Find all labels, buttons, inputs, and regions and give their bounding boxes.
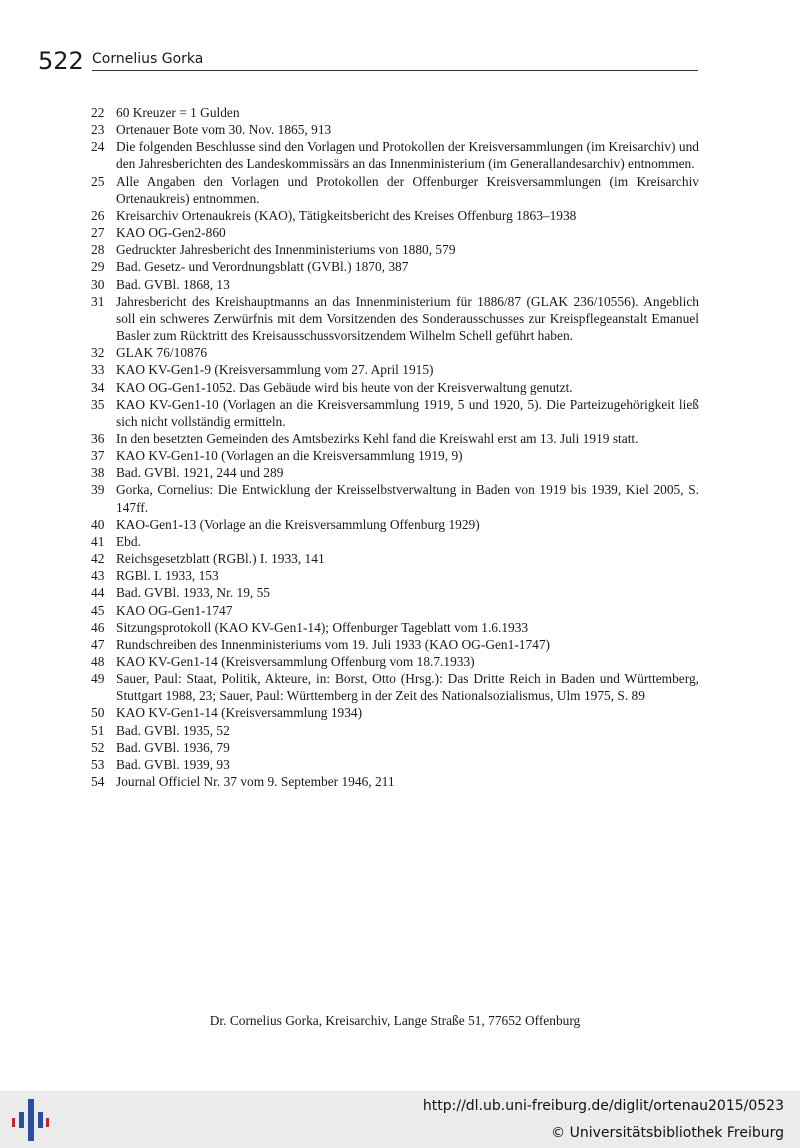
copyright-notice: © Universitätsbibliothek Freiburg — [551, 1125, 784, 1141]
endnote-text: Reichsgesetzblatt (RGBl.) I. 1933, 141 — [116, 551, 325, 567]
endnote-text: RGBl. I. 1933, 153 — [116, 568, 219, 584]
endnote-number: 33 — [91, 362, 105, 378]
endnote-number: 37 — [91, 448, 105, 464]
endnote-number: 51 — [91, 722, 105, 738]
header-rule — [92, 70, 698, 71]
endnote-text: Bad. GVBl. 1868, 13 — [116, 276, 230, 292]
page-number: 522 — [38, 47, 84, 75]
endnote-item — [91, 104, 699, 121]
endnote-number: 26 — [91, 207, 105, 223]
endnote-number: 38 — [91, 465, 105, 481]
endnote-item — [91, 567, 699, 584]
endnote-text: Ebd. — [116, 533, 141, 549]
endnote-item — [91, 447, 699, 464]
endnote-item — [91, 756, 699, 773]
endnote-text: Kreisarchiv Ortenaukreis (KAO), Tätigkeitsbericht des Kreises Offenburg 1863–1938 — [116, 207, 577, 223]
endnote-text: KAO KV-Gen1-10 (Vorlagen an die Kreisversammlung 1919, 5 und 1920, 5). Die Parteizugehörigkeit ließ sich nicht vollständig ermitteln. — [116, 396, 699, 429]
endnote-item — [91, 722, 699, 739]
endnote-item — [91, 276, 699, 293]
endnote-number: 45 — [91, 602, 105, 618]
endnote-text: KAO-Gen1-13 (Vorlage an die Kreisversammlung Offenburg 1929) — [116, 516, 480, 532]
endnote-text: Bad. GVBl. 1935, 52 — [116, 722, 230, 738]
endnote-number: 50 — [91, 705, 105, 721]
endnote-number: 42 — [91, 551, 105, 567]
endnote-item — [91, 550, 699, 567]
endnote-item — [91, 636, 699, 653]
endnote-number: 47 — [91, 636, 105, 652]
endnote-number: 39 — [91, 482, 105, 498]
endnote-text: Bad. GVBl. 1936, 79 — [116, 739, 230, 755]
endnotes-list — [91, 104, 699, 790]
endnote-text: KAO OG-Gen1-1052. Das Gebäude wird bis heute von der Kreisverwaltung genutzt. — [116, 379, 573, 395]
endnote-number: 29 — [91, 259, 105, 275]
endnote-item — [91, 258, 699, 275]
endnote-number: 30 — [91, 276, 105, 292]
viewer-footer — [0, 1091, 800, 1148]
endnote-text: KAO OG-Gen2-860 — [116, 225, 226, 241]
endnote-number: 40 — [91, 516, 105, 532]
endnote-number: 52 — [91, 739, 105, 755]
endnote-item — [91, 293, 699, 344]
endnote-number: 31 — [91, 293, 105, 309]
endnote-number: 41 — [91, 533, 105, 549]
endnote-text: Bad. GVBl. 1939, 93 — [116, 756, 230, 772]
endnote-item — [91, 704, 699, 721]
endnote-item — [91, 430, 699, 447]
endnote-text: KAO KV-Gen1-9 (Kreisversammlung vom 27. April 1915) — [116, 362, 434, 378]
endnote-item — [91, 379, 699, 396]
endnote-number: 54 — [91, 774, 105, 790]
endnote-item — [91, 619, 699, 636]
endnote-item — [91, 739, 699, 756]
endnote-text: GLAK 76/10876 — [116, 345, 208, 361]
endnote-item — [91, 138, 699, 172]
endnote-text: In den besetzten Gemeinden des Amtsbezirks Kehl fand die Kreiswahl erst am 13. Juli 1919 statt. — [116, 430, 639, 446]
endnote-item — [91, 653, 699, 670]
endnote-item — [91, 241, 699, 258]
endnote-text: Sitzungsprotokoll (KAO KV-Gen1-14); Offenburger Tageblatt vom 1.6.1933 — [116, 619, 529, 635]
endnote-item — [91, 361, 699, 378]
endnote-item — [91, 670, 699, 704]
endnote-item — [91, 173, 699, 207]
endnote-item — [91, 773, 699, 790]
endnote-text: Ortenauer Bote vom 30. Nov. 1865, 913 — [116, 122, 332, 138]
endnote-text: Bad. GVBl. 1921, 244 und 289 — [116, 465, 284, 481]
running-head: Cornelius Gorka — [92, 51, 204, 67]
endnote-number: 25 — [91, 173, 105, 189]
endnote-text: 60 Kreuzer = 1 Gulden — [116, 105, 240, 120]
endnote-text: KAO KV-Gen1-14 (Kreisversammlung Offenburg vom 18.7.1933) — [116, 654, 475, 669]
endnote-number: 28 — [91, 242, 105, 258]
endnote-number: 27 — [91, 225, 105, 241]
endnote-number: 49 — [91, 671, 105, 687]
endnote-text: KAO KV-Gen1-10 (Vorlagen an die Kreisversammlung 1919, 9) — [116, 448, 463, 464]
endnote-number: 43 — [91, 568, 105, 584]
endnote-number: 44 — [91, 585, 105, 601]
endnote-item — [91, 224, 699, 241]
endnote-item — [91, 516, 699, 533]
endnote-item — [91, 344, 699, 361]
endnote-text: KAO KV-Gen1-14 (Kreisversammlung 1934) — [116, 705, 363, 721]
endnote-text: Journal Officiel Nr. 37 vom 9. September 1946, 211 — [116, 774, 395, 790]
endnote-item — [91, 481, 699, 515]
endnote-item — [91, 602, 699, 619]
endnote-number: 46 — [91, 619, 105, 635]
endnote-text: KAO OG-Gen1-1747 — [116, 602, 233, 618]
endnote-text: Bad. Gesetz- und Verordnungsblatt (GVBl.) 1870, 387 — [116, 259, 409, 275]
endnote-text: Rundschreiben des Innenministeriums vom 19. Juli 1933 (KAO OG-Gen1-1747) — [116, 636, 551, 652]
endnote-number: 35 — [91, 396, 105, 412]
endnote-number: 36 — [91, 430, 105, 446]
endnote-number: 34 — [91, 379, 105, 395]
endnote-number: 53 — [91, 756, 105, 772]
endnote-item — [91, 121, 699, 138]
endnote-text: Jahresbericht des Kreishauptmanns an das Innenministerium für 1886/87 (GLAK 236/10556). Angeblich soll ein schweres Zerwürfnis mit dem Vorsitzenden des Sonderausschusses zur Kreispflegeanstalt Emanuel Basler zum Rücktritt des Kreisausschussvorsitzendem Wilhelm Schell geführt haben. — [116, 293, 699, 344]
endnote-text: Alle Angaben den Vorlagen und Protokollen der Offenburger Kreisversammlungen (im Kreisarchiv Ortenaukreis) entnommen. — [116, 173, 699, 206]
endnote-text: Die folgenden Beschlusse sind den Vorlagen und Protokollen der Kreisversammlungen (im Kreisarchiv) und den Jahresberichten des Landeskommissärs an das Innenministerium (im Generallandesarchiv) entnommen. — [116, 139, 699, 172]
endnote-text: Gorka, Cornelius: Die Entwicklung der Kreisselbstverwaltung in Baden von 1919 bis 1939, Kiel 2005, S. 147ff. — [116, 482, 699, 515]
endnote-number: 32 — [91, 345, 105, 361]
document-url-link[interactable]: http://dl.ub.uni-freiburg.de/diglit/ortenau2015/0523 — [422, 1098, 784, 1114]
endnote-number: 24 — [91, 139, 105, 155]
endnote-item — [91, 584, 699, 601]
author-address: Dr. Cornelius Gorka, Kreisarchiv, Lange Straße 51, 77652 Offenburg — [209, 1013, 581, 1028]
endnote-text: Sauer, Paul: Staat, Politik, Akteure, in: Borst, Otto (Hrsg.): Das Dritte Reich in Baden und Württemberg, Stuttgart 1988, 23; Sauer, Paul: Württemberg in der Zeit des Nationalsozialismus, Ulm 1975, S. 89 — [116, 671, 699, 704]
endnote-text: Gedruckter Jahresbericht des Innenministeriums von 1880, 579 — [116, 242, 456, 258]
endnote-item — [91, 464, 699, 481]
endnote-number: 22 — [91, 105, 105, 120]
endnote-item — [91, 533, 699, 550]
endnote-item — [91, 207, 699, 224]
endnote-text: Bad. GVBl. 1933, Nr. 19, 55 — [116, 585, 270, 601]
endnote-item — [91, 396, 699, 430]
endnote-number: 48 — [91, 654, 105, 669]
endnote-number: 23 — [91, 122, 105, 138]
ub-freiburg-logo-icon[interactable] — [12, 1099, 50, 1141]
page-header — [38, 46, 698, 75]
